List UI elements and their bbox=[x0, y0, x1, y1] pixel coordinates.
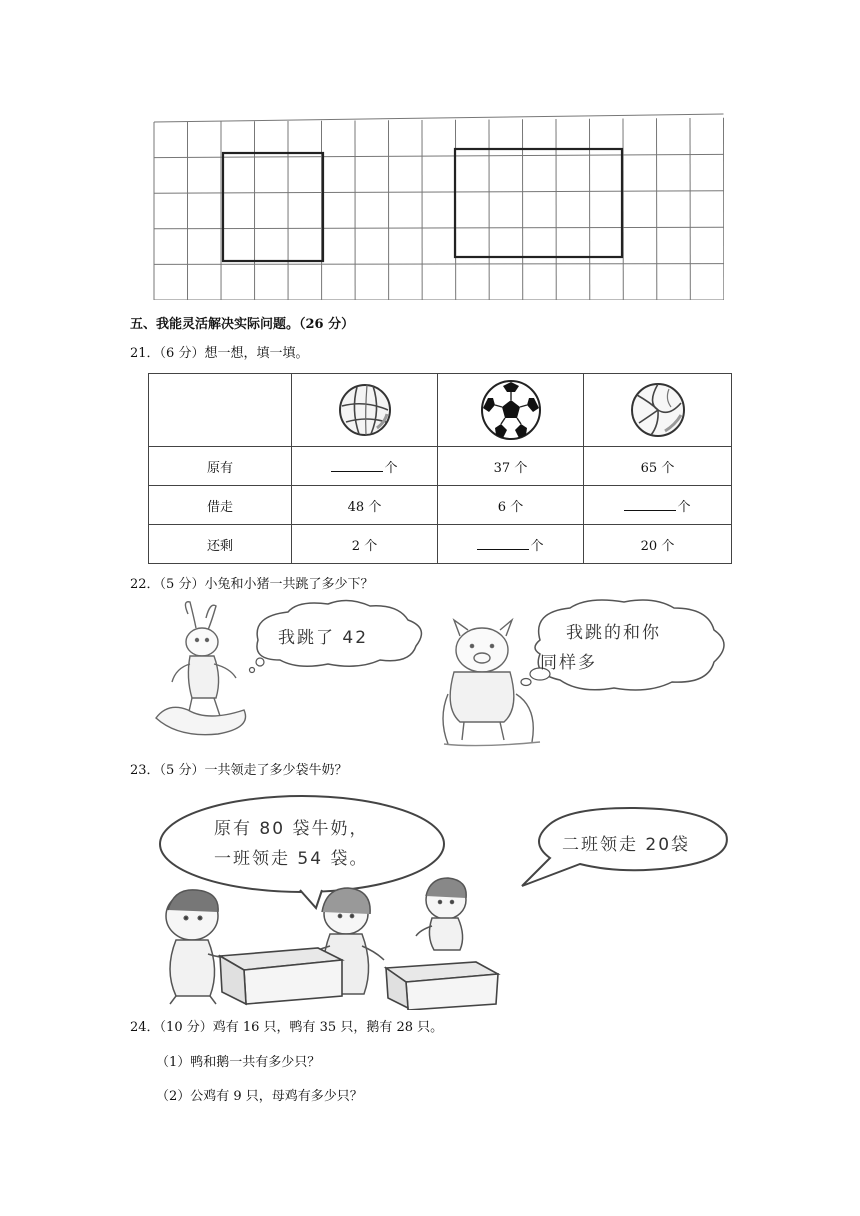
answer-blank-cell[interactable]: 个 bbox=[292, 447, 438, 486]
rectangle-shape bbox=[455, 149, 622, 257]
left-bubble-text-line2: 一班领走 54 袋。 bbox=[214, 849, 369, 869]
value-cell: 20 个 bbox=[584, 525, 732, 564]
grid-figure bbox=[152, 110, 724, 300]
square-shape bbox=[223, 153, 323, 261]
milk-illustration bbox=[150, 790, 740, 1010]
answer-blank[interactable] bbox=[624, 498, 676, 511]
q23-heading: 23．（5 分）一共领走了多少袋牛奶？ bbox=[130, 763, 348, 778]
row-label: 借走 bbox=[149, 486, 292, 525]
value-cell: 48 个 bbox=[292, 486, 438, 525]
volleyball-cell bbox=[584, 374, 732, 447]
row-label: 原有 bbox=[149, 447, 292, 486]
grid-line bbox=[154, 114, 724, 122]
q24-heading: 24．（10 分）鸡有 16 只，鸭有 35 只，鹅有 28 只。 bbox=[130, 1020, 444, 1035]
q24-sub2: （2）公鸡有 9 只，母鸡有多少只？ bbox=[156, 1089, 363, 1104]
row-label: 还剩 bbox=[149, 525, 292, 564]
rabbit-pig-illustration bbox=[148, 598, 736, 752]
value-cell: 37 个 bbox=[438, 447, 584, 486]
milk-svg bbox=[150, 790, 740, 1010]
value-cell: 2 个 bbox=[292, 525, 438, 564]
ball-table bbox=[148, 373, 732, 564]
answer-blank-cell[interactable]: 个 bbox=[438, 525, 584, 564]
left-bubble-text-line1: 原有 80 袋牛奶， bbox=[214, 819, 369, 839]
rabbit-pig-svg bbox=[148, 598, 736, 752]
section-title: 五、我能灵活解决实际问题。（26 分） bbox=[130, 317, 355, 332]
basketball-cell bbox=[292, 374, 438, 447]
grid-line bbox=[154, 191, 724, 193]
value-cell: 65 个 bbox=[584, 447, 732, 486]
grid-svg bbox=[152, 110, 724, 300]
pig-bubble-text-line2: 同样多 bbox=[540, 653, 597, 673]
table-corner-cell bbox=[149, 374, 292, 447]
rabbit-bubble-text: 我跳了 42 bbox=[278, 628, 369, 648]
grid-line bbox=[154, 264, 724, 265]
grid-line bbox=[154, 227, 724, 229]
soccer-ball-icon bbox=[479, 378, 543, 442]
answer-blank[interactable] bbox=[477, 537, 529, 550]
rabbit-figure bbox=[156, 602, 246, 735]
q21-heading: 21．（6 分）想一想，填一填。 bbox=[130, 346, 309, 361]
table-row bbox=[149, 486, 732, 525]
table-header-row bbox=[149, 374, 732, 447]
q22-heading: 22．（5 分）小兔和小猪一共跳了多少下？ bbox=[130, 577, 374, 592]
volleyball-icon bbox=[629, 381, 687, 439]
answer-blank[interactable] bbox=[331, 459, 383, 472]
grid-line bbox=[154, 154, 724, 157]
table-row bbox=[149, 447, 732, 486]
pig-bubble-text-line1: 我跳的和你 bbox=[566, 623, 661, 643]
basketball-icon bbox=[337, 382, 393, 438]
value-cell: 6 个 bbox=[438, 486, 584, 525]
table-row bbox=[149, 525, 732, 564]
answer-blank-cell[interactable]: 个 bbox=[584, 486, 732, 525]
soccer-ball-cell bbox=[438, 374, 584, 447]
right-bubble-text: 二班领走 20袋 bbox=[562, 835, 691, 855]
q24-sub1: （1）鸭和鹅一共有多少只？ bbox=[156, 1055, 321, 1070]
